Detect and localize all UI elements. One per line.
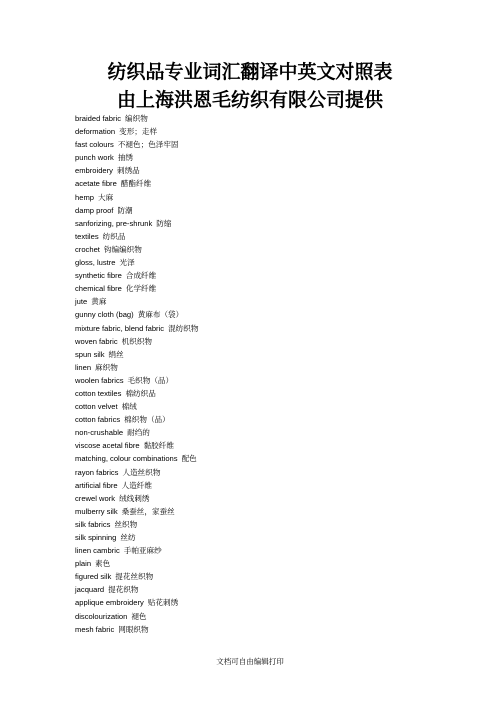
glossary-entry [75, 387, 475, 400]
term-chinese: 褪色 [131, 611, 147, 621]
glossary-entry [75, 413, 475, 426]
term-chinese: 光泽 [119, 258, 135, 268]
term-english: cotton textiles [75, 388, 122, 398]
term-chinese: 人造丝织物 [122, 467, 161, 477]
term-english: rayon fabrics [75, 467, 119, 477]
term-english: chemical fibre [75, 284, 122, 294]
glossary-entry [75, 610, 475, 623]
term-chinese: 大麻 [98, 192, 114, 202]
glossary-entry [75, 518, 475, 531]
term-english: synthetic fibre [75, 271, 122, 281]
glossary-entry [75, 282, 475, 295]
term-english: gunny cloth (bag) [75, 310, 134, 320]
glossary-entry [75, 623, 475, 636]
term-english: non-crushable [75, 428, 124, 438]
term-english: applique embroidery [75, 598, 144, 608]
glossary-entry [75, 335, 475, 348]
glossary-entry [75, 492, 475, 505]
term-chinese: 合成纤维 [125, 271, 157, 281]
glossary-entry [75, 557, 475, 570]
term-english: acetate fibre [75, 179, 117, 189]
glossary-entry [75, 191, 475, 204]
term-chinese: 防潮 [117, 205, 133, 215]
glossary-entry [75, 112, 475, 125]
term-english: mixture fabric, blend fabric [75, 323, 165, 333]
term-chinese: 醋酯纤维 [120, 179, 152, 189]
term-chinese: 绒线刺绣 [119, 493, 150, 503]
term-english: sanforizing, pre-shrunk [75, 218, 153, 228]
glossary-entry [75, 230, 475, 243]
glossary-entry [75, 125, 475, 138]
glossary-entry [75, 295, 475, 308]
term-chinese: 提花丝织物 [115, 572, 154, 582]
glossary-entry [75, 217, 475, 230]
glossary-entry [75, 322, 475, 335]
term-english: woolen fabrics [75, 375, 124, 385]
term-chinese: 黏胶纤维 [143, 441, 174, 451]
glossary-entry [75, 177, 475, 190]
glossary-entry [75, 479, 475, 492]
term-chinese: 手帕亚麻纱 [123, 546, 162, 556]
term-english: figured silk [75, 572, 112, 582]
term-chinese: 桑蚕丝，家蚕丝 [121, 506, 175, 516]
glossary-list [75, 112, 475, 636]
term-chinese: 棉织物（品） [124, 415, 170, 425]
term-english: crewel work [75, 493, 116, 503]
glossary-entry [75, 374, 475, 387]
term-chinese: 麻织物 [95, 362, 118, 372]
glossary-entry [75, 204, 475, 217]
term-chinese: 纺织品 [102, 231, 126, 241]
term-english: jute [75, 297, 88, 307]
term-chinese: 素色 [95, 559, 111, 569]
glossary-entry [75, 269, 475, 282]
term-english: woven fabric [75, 336, 118, 346]
term-english: jacquard [75, 585, 105, 595]
term-english: spun silk [75, 349, 105, 359]
term-chinese: 不褪色；色泽牢固 [117, 140, 179, 150]
term-english: hemp [75, 192, 94, 202]
term-chinese: 刺绣品 [116, 166, 140, 176]
term-chinese: 混纺织物 [168, 323, 199, 333]
term-english: damp proof [75, 205, 114, 215]
glossary-entry [75, 544, 475, 557]
glossary-entry [75, 596, 475, 609]
term-english: viscose acetal fibre [75, 441, 140, 451]
term-english: mesh fabric [75, 624, 115, 634]
term-english: crochet [75, 244, 100, 254]
glossary-entry [75, 531, 475, 544]
term-english: linen cambric [75, 546, 120, 556]
page-title: 纺织品专业词汇翻译中英文对照表 [107, 61, 393, 83]
glossary-entry [75, 361, 475, 374]
glossary-entry [75, 583, 475, 596]
term-english: mulberry silk [75, 506, 118, 516]
term-english: plain [75, 559, 92, 569]
glossary-entry [75, 164, 475, 177]
term-english: braided fabric [75, 114, 122, 123]
term-english: punch work [75, 153, 114, 163]
term-english: matching, colour combinations [75, 454, 178, 464]
glossary-entry [75, 400, 475, 413]
glossary-entry [75, 452, 475, 465]
term-chinese: 黄麻布（袋） [137, 310, 184, 320]
glossary-entry [75, 243, 475, 256]
term-chinese: 绢丝 [108, 349, 124, 359]
term-chinese: 黄麻 [91, 297, 107, 307]
term-chinese: 网眼织物 [118, 624, 149, 634]
term-english: silk fabrics [75, 519, 111, 529]
term-chinese: 编织物 [125, 114, 148, 123]
term-chinese: 贴花刺绣 [147, 598, 179, 608]
page-subtitle: 由上海洪恩毛纺织有限公司提供 [116, 89, 383, 111]
term-chinese: 丝织物 [114, 519, 138, 529]
page-footer: 文档可自由编辑打印 [216, 657, 284, 666]
glossary-entry [75, 151, 475, 164]
term-english: silk spinning [75, 533, 117, 542]
term-chinese: 配色 [181, 454, 197, 464]
term-chinese: 变形；走样 [119, 127, 158, 137]
glossary-entry [75, 138, 475, 151]
term-chinese: 机织织物 [121, 336, 153, 346]
term-chinese: 钩编编织物 [103, 244, 142, 254]
term-english: gloss, lustre [75, 258, 116, 268]
glossary-entry [75, 308, 475, 321]
term-english: cotton fabrics [75, 415, 121, 425]
glossary-entry [75, 256, 475, 269]
glossary-entry [75, 466, 475, 479]
term-chinese: 抽绣 [117, 153, 134, 163]
term-english: deformation [75, 127, 116, 137]
term-english: linen [75, 362, 92, 372]
glossary-entry [75, 348, 475, 361]
term-chinese: 耐绉的 [127, 428, 150, 438]
term-chinese: 防缩 [156, 218, 172, 228]
glossary-entry [75, 505, 475, 518]
glossary-entry [75, 426, 475, 439]
term-english: discolourization [75, 611, 128, 621]
term-english: textiles [75, 231, 99, 241]
glossary-entry [75, 439, 475, 452]
term-english: embroidery [75, 166, 113, 176]
term-chinese: 丝纺 [120, 533, 136, 542]
term-chinese: 人造纤维 [121, 480, 152, 490]
term-chinese: 提花织物 [108, 585, 139, 595]
term-chinese: 毛织物（品） [127, 375, 174, 385]
term-english: fast colours [75, 140, 114, 150]
term-english: artificial fibre [75, 480, 118, 490]
term-chinese: 棉绒 [121, 402, 137, 412]
term-chinese: 棉纺织品 [125, 388, 156, 398]
term-english: cotton velvet [75, 402, 118, 412]
glossary-entry [75, 570, 475, 583]
term-chinese: 化学纤维 [125, 284, 157, 294]
